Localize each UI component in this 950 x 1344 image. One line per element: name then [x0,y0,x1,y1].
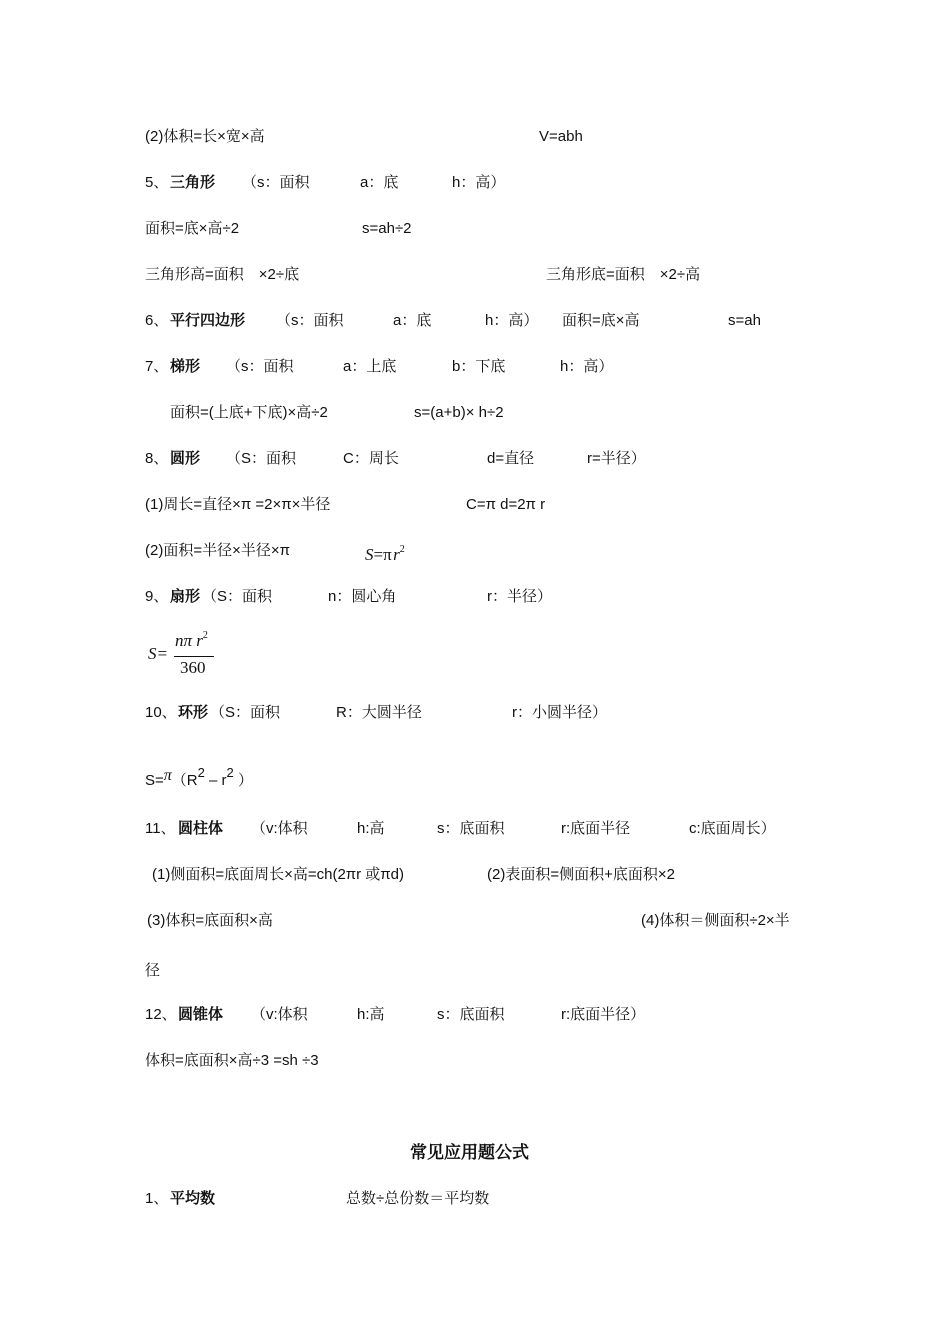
item-number: 1、 [145,1190,169,1207]
legend-item: a：上底 [343,358,397,375]
annulus-area-formula: $S=\pi(R^2 - r^2$ ） [145,765,253,789]
average-formula: 总数÷总份数＝平均数 [346,1190,490,1207]
legend-item: r：小圆半径） [512,704,607,721]
shape-name: 环形 [178,704,209,721]
legend-item: h:高 [357,1006,385,1023]
fraction-bar [174,656,214,657]
lateral-area-formula: (1)侧面积=底面周长×高=ch(2πr 或πd) [152,866,404,883]
legend-item: （S：面积 [226,450,297,467]
cone-volume-formula: 体积=底面积×高÷3 =sh ÷3 [145,1052,319,1069]
parallelogram-area-symbol: s=ah [728,312,761,329]
legend-item: r：半径） [487,588,552,605]
circumference-symbol: C=π d=2π r [466,496,546,513]
triangle-area-text: 面积=底×高÷2 [145,220,240,237]
legend-item: h：高） [485,312,539,329]
legend-item: （v:体积 [251,820,308,837]
legend-item: n：圆心角 [328,588,397,605]
legend-item: （s：面积 [276,312,344,329]
legend-item: （s：面积 [226,358,294,375]
trapezoid-area-text: 面积=(上底+下底)×高÷2 [170,404,328,421]
shape-name: 圆柱体 [178,820,224,837]
item-number: 11、 [145,820,176,837]
triangle-height-formula: 三角形高=面积 ×2÷底 [145,266,300,283]
legend-item: （s：面积 [242,174,310,191]
shape-name: 扇形 [170,588,201,605]
parallelogram-area-text: 面积=底×高 [562,312,640,329]
legend-item: a：底 [393,312,432,329]
legend-item: s：底面积 [437,820,505,837]
shape-name: 平行四边形 [170,312,246,329]
legend-item: h:高 [357,820,385,837]
sector-area-formula: S= nπ $r^2$ 360 [148,630,228,680]
topic-name: 平均数 [170,1190,216,1207]
legend-item: r:底面半径） [561,1006,646,1023]
item-number: 6、 [145,312,169,329]
section-title: 常见应用题公式 [410,1143,529,1162]
legend-item: d=直径 [487,450,535,467]
volume-formula-text: (2)体积=长×宽×高 [145,128,265,145]
triangle-base-formula: 三角形底=面积 ×2÷高 [546,266,701,283]
cylinder-volume-alt-formula: (4)体积＝侧面积÷2×半 [641,912,790,929]
legend-item: r:底面半径 [561,820,631,837]
legend-item: h：高） [452,174,506,191]
cylinder-volume-formula: (3)体积=底面积×高 [147,912,273,929]
legend-item: （S：面积 [202,588,273,605]
surface-area-formula: (2)表面积=侧面积+底面积×2 [487,866,675,883]
legend-item: R：大圆半径 [336,704,422,721]
shape-name: 圆锥体 [178,1006,224,1023]
legend-item: r=半径） [587,450,646,467]
legend-item: （S：面积 [210,704,281,721]
legend-item: a：底 [360,174,399,191]
circle-area-text: (2)面积=半径×半径×π [145,542,290,559]
item-number: 7、 [145,358,169,375]
triangle-area-symbol: s=ah÷2 [362,220,412,237]
circumference-text: (1)周长=直径×π =2×π×半径 [145,496,331,513]
legend-item: b：下底 [452,358,506,375]
shape-name: 梯形 [170,358,201,375]
trapezoid-area-symbol: s=(a+b)× h÷2 [414,404,504,421]
volume-formula-symbol: V=abh [539,128,583,145]
item-number: 12、 [145,1006,177,1023]
item-number: 10、 [145,704,177,721]
item-number: 9、 [145,588,169,605]
legend-item: （v:体积 [251,1006,308,1023]
item-number: 8、 [145,450,169,467]
legend-item: h：高） [560,358,614,375]
legend-item: c:底面周长） [689,820,776,837]
circle-area-formula: S=π $r^2$ [365,544,405,564]
cylinder-volume-alt-continued: 径 [145,962,161,979]
legend-item: s：底面积 [437,1006,505,1023]
shape-name: 圆形 [170,450,201,467]
shape-name: 三角形 [170,174,216,191]
legend-item: C：周长 [343,450,399,467]
item-number: 5、 [145,174,169,191]
